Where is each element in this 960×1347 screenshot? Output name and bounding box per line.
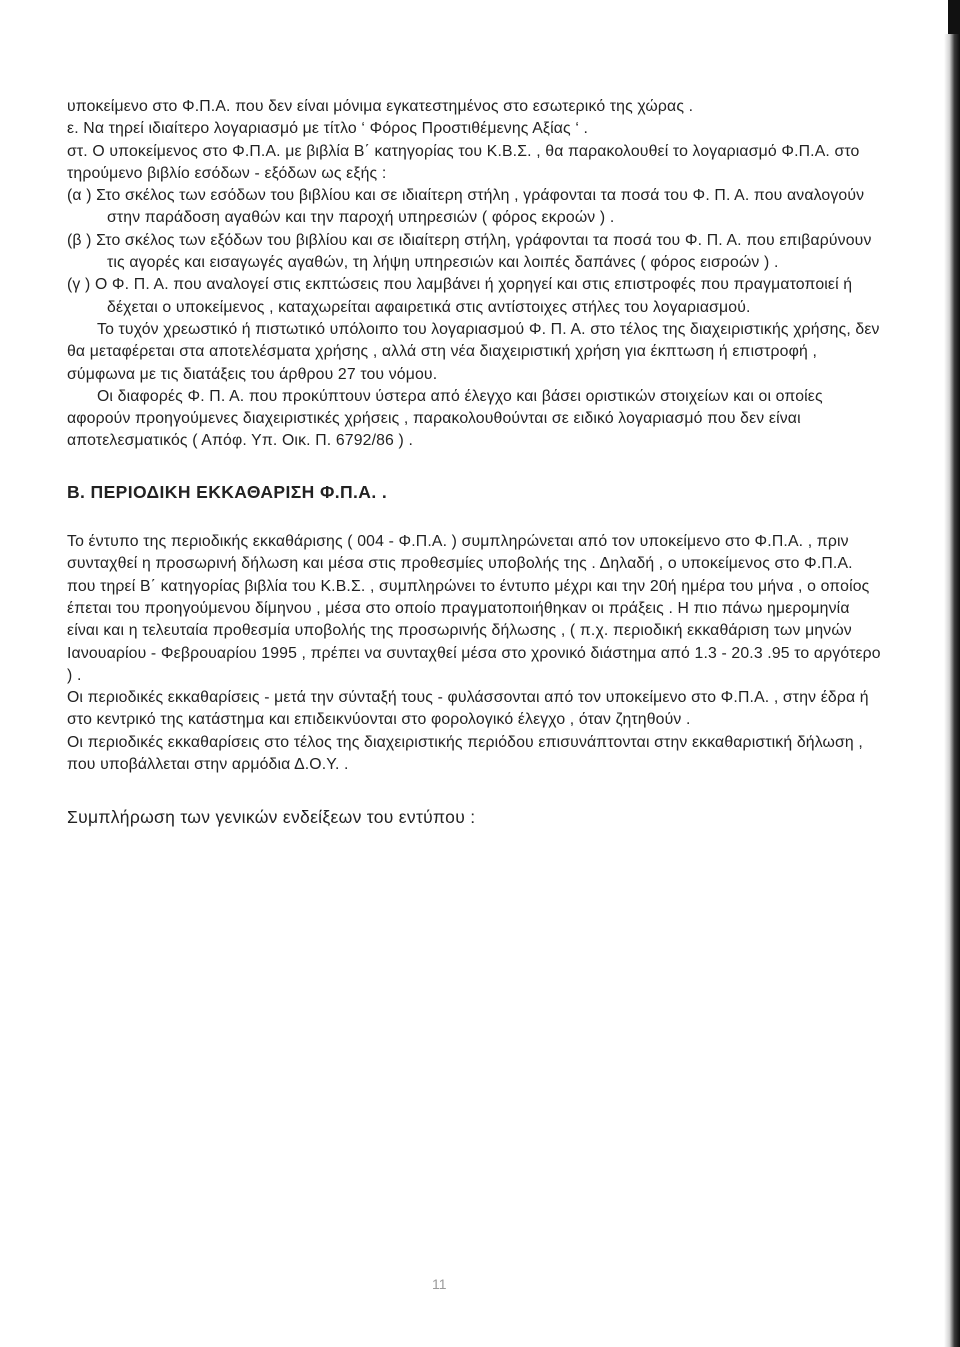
paragraph-item-e: ε. Να τηρεί ιδιαίτερο λογαριασμό με τίτλο ‘ Φόρος Προστιθέμενης Αξίας ‘ . [67, 120, 589, 138]
section-heading: Β. ΠΕΡΙΟΔΙΚΗ ΕΚΚΑΘΑΡΙΣΗ Φ.Π.Α. . [67, 481, 388, 502]
paragraph-differences: Οι διαφορές Φ. Π. Α. που προκύπτουν ύστερα από έλεγχο και βάσει οριστικών στοιχείων και οι οποίες αφορούν προηγούμενες διαχειριστικές χρήσεις , παρακολουθούνται σε ειδικό λογαριασμό που δεν είναι αποτελεσματικός ( Απόφ. Υπ. Οικ. Π. 6792/86 ) . [67, 387, 823, 450]
document-page [67, 96, 882, 829]
subheading: Συμπλήρωση των γενικών ενδείξεων του εντύπου : [67, 807, 476, 828]
section-paragraph-form: Το έντυπο της περιοδικής εκκαθάρισης ( 004 - Φ.Π.Α. ) συμπληρώνεται από τον υποκείμενο στο Φ.Π.Α. , πριν συνταχθεί η προσωρινή δήλωση και μέσα στις προθεσμίες υποβολής της . Δηλαδή , ο υποκείμενος στο Φ.Π.Α. που τηρεί Β΄ κατηγορίας βιβλία του Κ.Β.Σ. , συμπληρώνει το έντυπο μέχρι και την 20ή ημέρα του μήνα , ο οποίος έπεται του προηγούμενου δίμηνου , μέσα στο οποίο πραγματοποιήθηκαν οι πράξεις . Η πιο πάνω ημερομηνία είναι και η τελευταία προθεσμία υποβολής της προσωρινής δήλωσης , ( π.χ. περιοδική εκκαθάριση των μηνών Ιανουαρίου - Φεβρουαρίου 1995 , πρέπει να συνταχθεί μέσα στο χρονικό διάστημα από 1.3 - 20.3 .95 το αργότερο ) . [67, 533, 881, 684]
section-paragraph-storage: Οι περιοδικές εκκαθαρίσεις - μετά την σύνταξή τους - φυλάσσονται από τον υποκείμενο στο Φ.Π.Α. , στην έδρα ή στο κεντρικό της κατάστημα και επιδεικνύονται στο φορολογικό έλεγχο , όταν ζητηθούν . [67, 689, 869, 729]
sub-item-a: (α ) Στο σκέλος των εσόδων του βιβλίου και σε ιδιαίτερη στήλη , γράφονται τα ποσά του Φ. Π. Α. που αναλογούν στην παράδοση αγαθών και την παροχή υπηρεσιών ( φόρος εκροών ) . [67, 187, 865, 227]
page-number: 11 [432, 1276, 447, 1292]
paragraph-continuation: υποκείμενο στο Φ.Π.Α. που δεν είναι μόνιμα εγκατεστημένος στο εσωτερικό της χώρας . [67, 98, 694, 115]
sub-item-b: (β ) Στο σκέλος των εξόδων του βιβλίου και σε ιδιαίτερη στήλη, γράφονται τα ποσά του Φ. Π. Α. που επιβαρύνουν τις αγορές και εισαγωγές αγαθών, τη λήψη υπηρεσιών και λοιπές δαπάνες ( φόρος εισροών ) . [67, 231, 872, 272]
paragraph-balance: Το τυχόν χρεωστικό ή πιστωτικό υπόλοιπο του λογαριασμού Φ. Π. Α. στο τέλος της διαχειριστικής χρήσης, δεν θα μεταφέρεται στα αποτελέσματα χρήσης , αλλά στη νέα διαχειριστική χρήση για έκπτωση ή επιστροφή , σύμφωνα με τις διατάξεις του άρθρου 27 του νόμου. [67, 320, 880, 383]
scan-corner-mark [948, 0, 960, 34]
paragraph-item-st: στ. Ο υποκείμενος στο Φ.Π.Α. με βιβλία Β΄ κατηγορίας του Κ.Β.Σ. , θα παρακολουθεί το λογαριασμό Φ.Π.Α. στο τηρούμενο βιβλίο εσόδων - εξόδων ως εξής : [67, 142, 860, 182]
sub-item-c: (γ ) Ο Φ. Π. Α. που αναλογεί στις εκπτώσεις που λαμβάνει ή χορηγεί και στις επιστροφές που πραγματοποιεί ή δέχεται ο υποκείμενος , καταχωρείται αφαιρετικά στις αντίστοιχες στήλες του λογαριασμού. [67, 276, 853, 316]
scan-edge-shadow [944, 34, 960, 1347]
section-paragraph-attachment: Οι περιοδικές εκκαθαρίσεις στο τέλος της διαχειριστικής περιόδου επισυνάπτονται στην εκκαθαριστική δήλωση , που υποβάλλεται στην αρμόδια Δ.Ο.Υ. . [67, 733, 863, 774]
